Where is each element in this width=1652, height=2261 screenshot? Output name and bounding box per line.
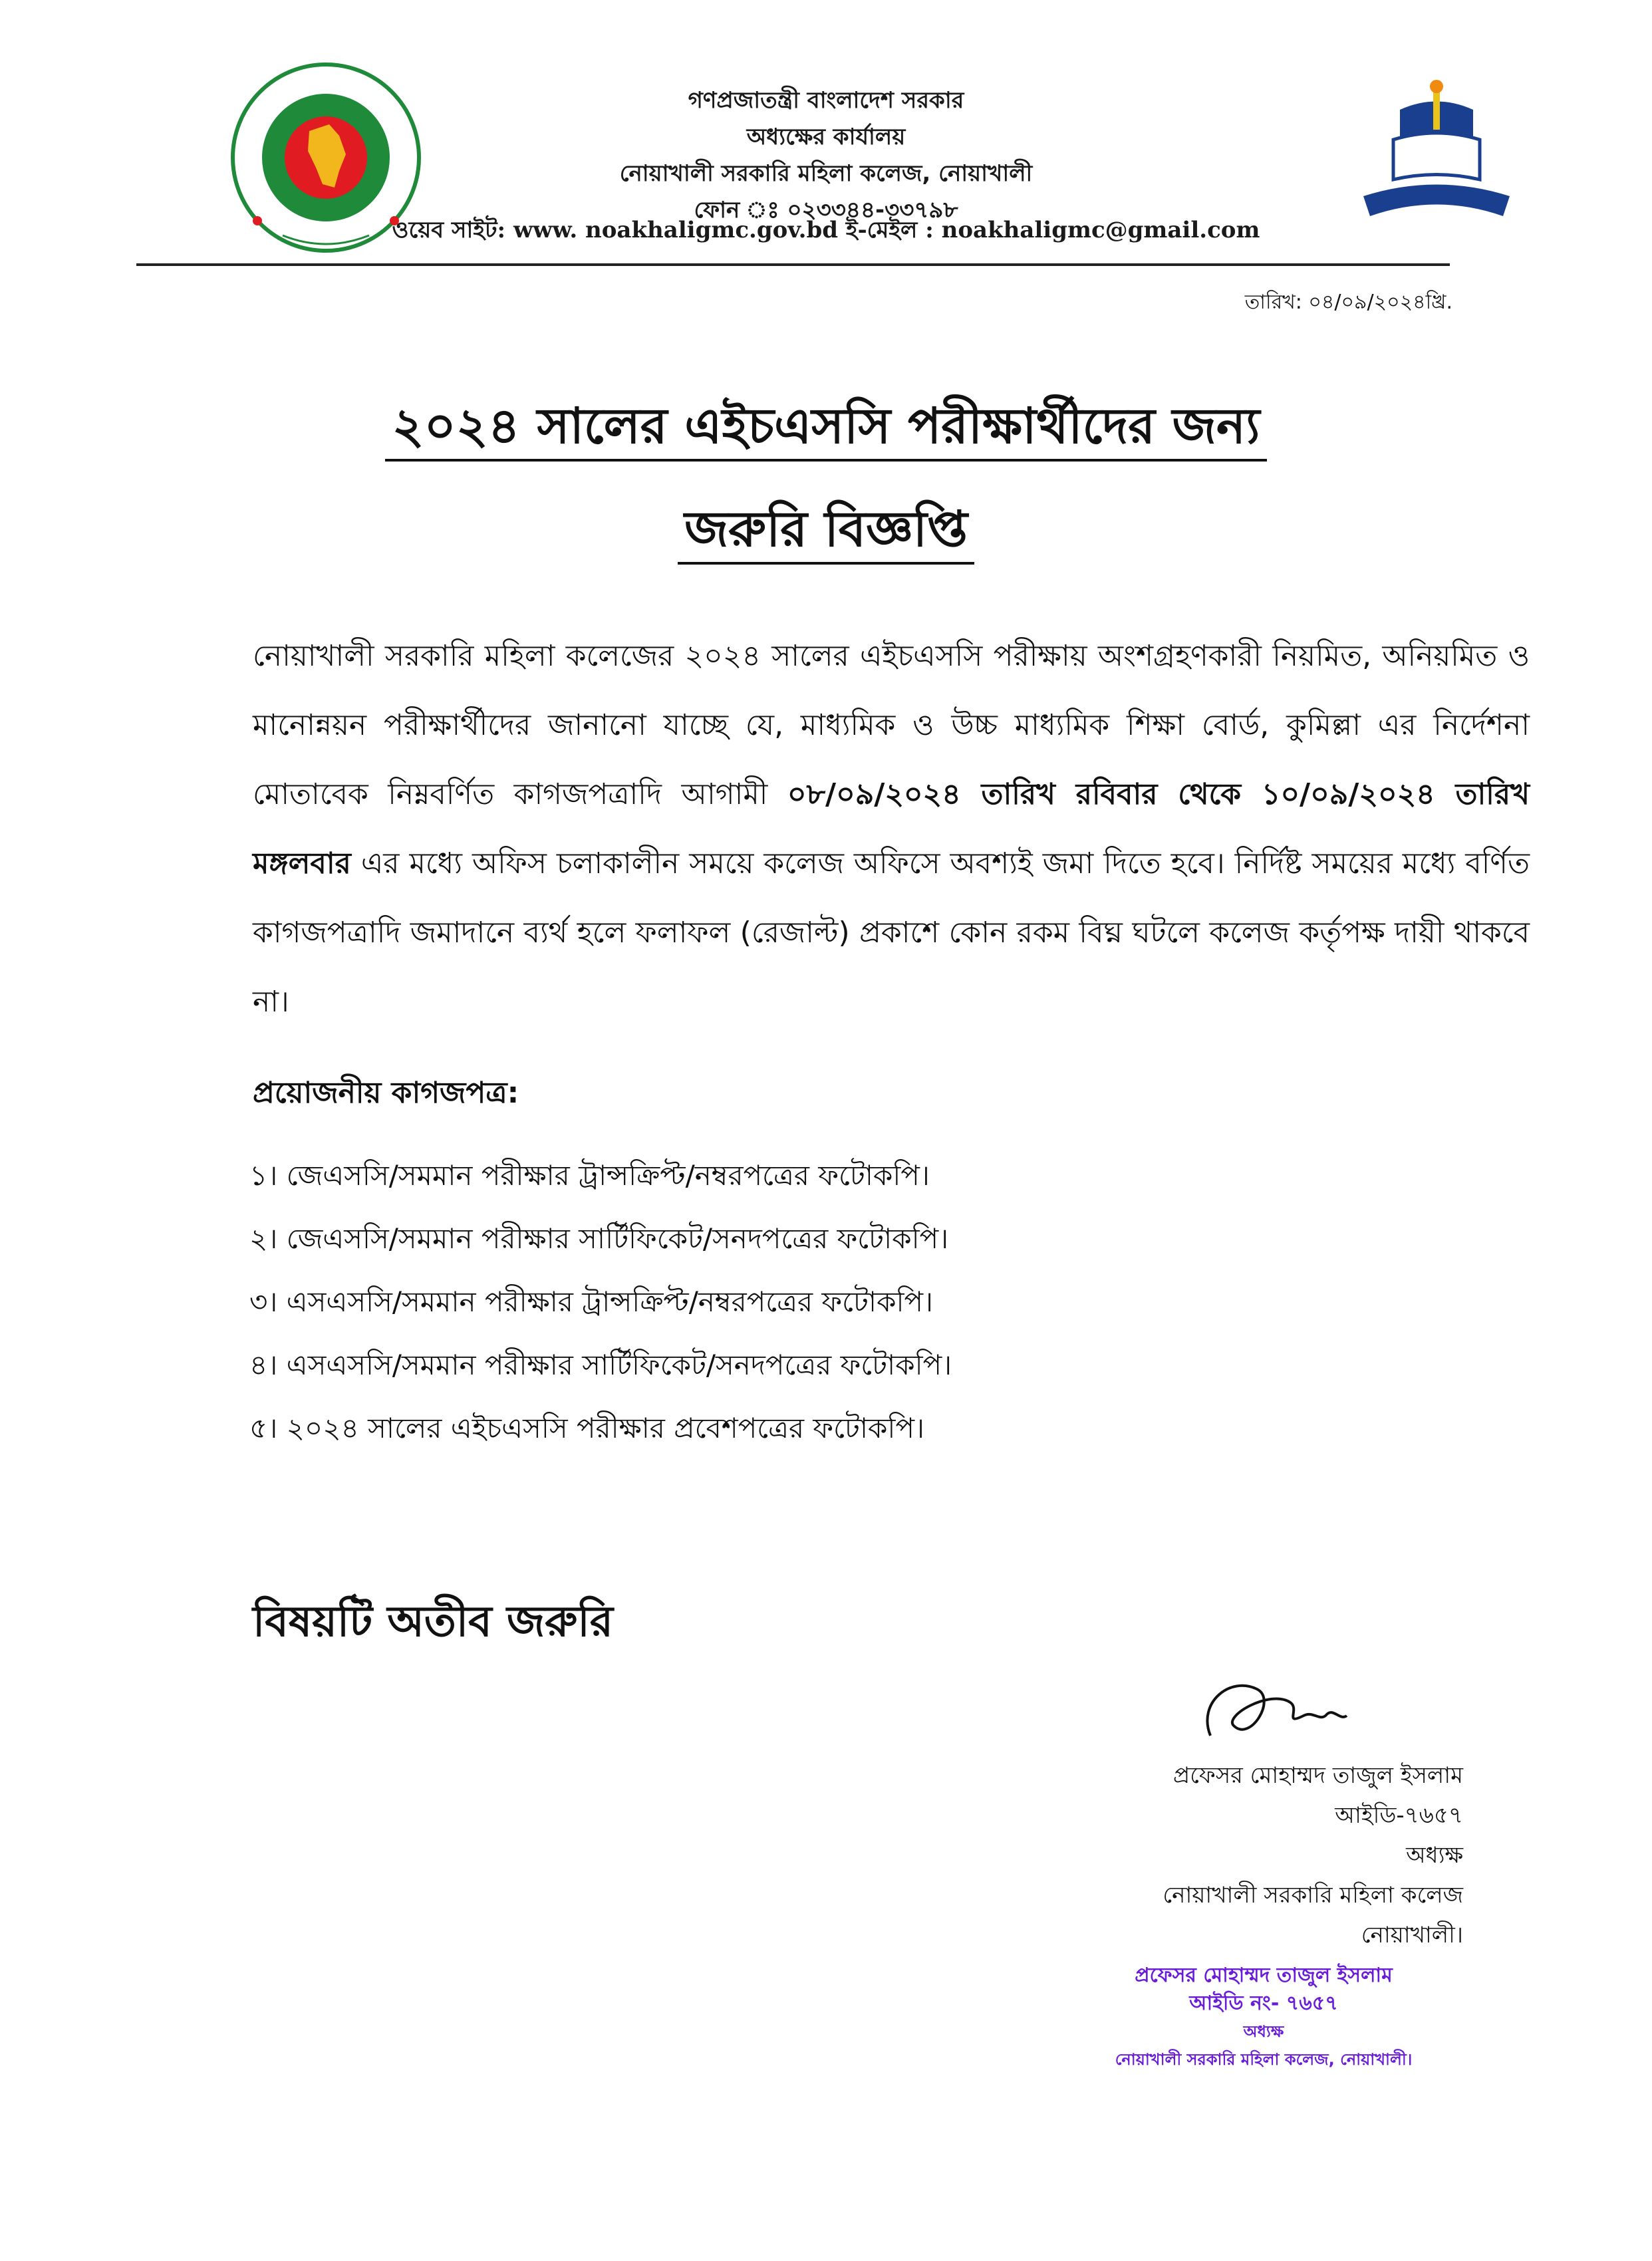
stamp-id: আইডি নং- ৭৬৫৭ [1189, 1992, 1338, 2015]
header-office: অধ্যক্ষের কার্যালয় [746, 124, 906, 150]
notice-title-line1: ২০২৪ সালের এইচএসসি পরীক্ষার্থীদের জন্য [0, 389, 1652, 471]
website-link[interactable]: www. noakhaligmc.gov.bd [513, 217, 839, 243]
web-label: ওয়েব সাইট: [392, 217, 506, 243]
official-stamp [1077, 1962, 1450, 2073]
header-govt: গণপ্রজাতন্ত্রী বাংলাদেশ সরকার [688, 87, 964, 114]
stamp-designation: অধ্যক্ষ [1243, 2022, 1284, 2041]
notice-body [253, 622, 1530, 1037]
list-item: ৫। ২০২৪ সালের এইচএসসি পরীক্ষার প্রবেশপত্রের ফটোকপি। [249, 1412, 924, 1444]
list-item: ২। জেএসসি/সমমান পরীক্ষার সার্টিফিকেট/সনদপত্রের ফটোকপি। [249, 1222, 949, 1255]
header-phone: ফোন ঃ ০২৩৩৪৪-৩৩৭৯৮ [694, 197, 958, 223]
college-logo [1353, 63, 1520, 229]
body-text-1: নোয়াখালী সরকারি মহিলা কলেজের ২০২৪ সালের এইচএসসি পরীক্ষায় অংশগ্রহণকারী নিয়মিত, অনিয়মিত ও মানোন্নয়ন পরীক্ষার্থীদের জানানো যাচ্ছে যে, মাধ্যমিক ও উচ্চ মাধ্যমিক শিক্ষা বোর্ড, কুমিল্লা এর নির্দেশনা মোতাবেক নিম্নবর্ণিত কাগজপত্রাদি আগামী [253, 639, 1530, 811]
list-item: ১। জেএসসি/সমমান পরীক্ষার ট্রান্সক্রিপ্ট/নম্বরপত্রের ফটোকপি। [249, 1159, 930, 1192]
signer-designation: অধ্যক্ষ [1406, 1842, 1463, 1869]
signer-place: নোয়াখালী। [1361, 1922, 1463, 1948]
required-docs-heading: প্রয়োজনীয় কাগজপত্র: [253, 1076, 519, 1110]
body-date-range: ০৮/০৯/২০২৪ তারিখ রবিবার থেকে ১০/০৯/২০২৪ তারিখ মঙ্গলবার [253, 777, 1530, 880]
notice-date: তারিখ: ০৪/০৯/২০২৪খ্রি. [1244, 291, 1452, 314]
notice-title-line2: জরুরি বিজ্ঞপ্তি [0, 492, 1652, 574]
stamp-college: নোয়াখালী সরকারি মহিলা কলেজ, নোয়াখালী। [1115, 2050, 1413, 2069]
header-college: নোয়াখালী সরকারি মহিলা কলেজ, নোয়াখালী [619, 160, 1033, 187]
signer-id: আইডি-৭৬৫৭ [1335, 1802, 1463, 1829]
email-label: ই-মেইল : [845, 217, 934, 243]
signature-mark [1184, 1662, 1357, 1756]
stamp-name: প্রফেসর মোহাম্মদ তাজুল ইসলাম [1135, 1964, 1393, 1987]
list-item: ৪। এসএসসি/সমমান পরীক্ষার সার্টিফিকেট/সনদপত্রের ফটোকপি। [249, 1349, 952, 1381]
urgent-note: বিষয়টি অতীব জরুরি [253, 1597, 613, 1647]
list-item: ৩। এসএসসি/সমমান পরীক্ষার ট্রান্সক্রিপ্ট/নম্বরপত্রের ফটোকপি। [249, 1285, 934, 1318]
signer-college: নোয়াখালী সরকারি মহিলা কলেজ [1163, 1882, 1463, 1909]
required-docs-list [249, 1144, 952, 1460]
signature-block [1051, 1756, 1463, 1955]
body-text-2: এর মধ্যে অফিস চলাকালীন সময়ে কলেজ অফিসে অবশ্যই জমা দিতে হবে। নির্দিষ্ট সময়ের মধ্যে বর্ণিত কাগজপত্রাদি জমাদানে ব্যর্থ হলে ফলাফল (রেজাল্ট) প্রকাশে কোন রকম বিঘ্ন ঘটলে কলেজ কর্তৃপক্ষ দায়ী থাকবে না। [253, 847, 1530, 1019]
header-divider [136, 263, 1450, 266]
signer-name: প্রফেসর মোহাম্মদ তাজুল ইসলাম [1172, 1762, 1463, 1789]
email-link[interactable]: noakhaligmc@gmail.com [941, 217, 1260, 243]
